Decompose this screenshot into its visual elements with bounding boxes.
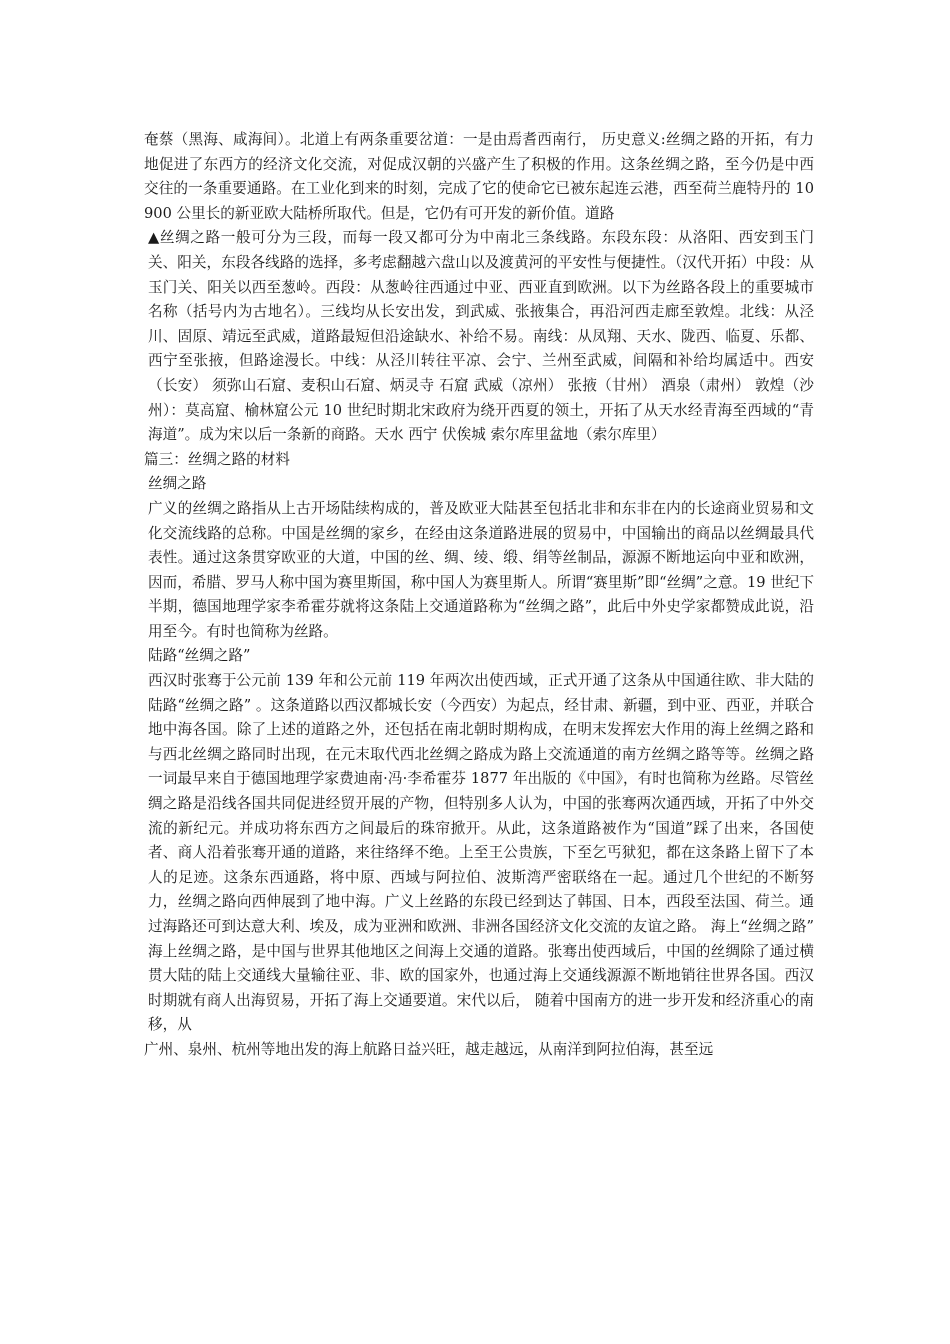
paragraph-land-silk-road: 西汉时张骞于公元前 139 年和公元前 119 年两次出使西域，正式开通了这条从中国通往欧、非大陆的陆路“丝绸之路” 。这条道路以西汉都城长安（今西安）为起点，经甘肃、新疆，到中亚、西亚，并联合地中海各国。除了上述的道路之外，还包括在南北朝时期构成，在明末发挥宏大作用的海上丝绸之路和与西北丝绸之路同时出现，在元末取代西北丝绸之路成为路上交流通道的南方丝绸之路等等。丝绸之路一词最早来自于德国地理学家费迪南·冯·李希霍芬 1877 年出版的《中国》，有时也简称为丝路。尽管丝绸之路是沿线各国共同促进经贸开展的产物，但特别多人认为，中国的张骞两次通西域，开拓了中外交流的新纪元。并成功将东西方之间最后的珠帘掀开。从此，这条道路被作为“国道”踩了出来，各国使者、商人沿着张骞开通的道路，来往络绎不绝。上至王公贵族，下至乞丐狱犯，都在这条路上留下了本人的足迹。这条东西通路，将中原、西域与阿拉伯、波斯湾严密联络在一起。通过几个世纪的不断努力，丝绸之路向西伸展到了地中海。广义上丝路的东段已经到达了韩国、日本，西段至法国、荷兰。通过海路还可到达意大利、埃及，成为亚洲和欧洲、非洲各国经济文化交流的友谊之路。 海上“丝绸之路” 海上丝绸之路，是中国与世界其他地区之间海上交通的道路。张骞出使西域后，中国的丝绸除了通过横贯大陆的陆上交通线大量输往亚、非、欧的国家外，也通过海上交通线源源不断地销往世界各国。西汉时期就有商人出海贸易，开拓了海上交通要道。宋代以后， 随着中国南方的进一步开发和经济重心的南移，从 (148, 672, 814, 1034)
document-body (144, 128, 814, 1063)
paragraph-north-road-significance: 奄蔡（黑海、咸海间）。北道上有两条重要岔道：一是由焉耆西南行， 历史意义:丝绸之路的开拓，有力地促进了东西方的经济文化交流，对促成汉朝的兴盛产生了积极的作用。这条丝绸之路，至今仍是中西交往的一条重要通路。在工业化到来的时刻，完成了它的使命它已被东起连云港，西至荷兰鹿特丹的 10900 公里长的新亚欧大陆桥所取代。但是，它仍有可开发的新价值。道路 (144, 131, 814, 222)
subheading-silk-road: 丝绸之路 (148, 475, 207, 493)
paragraph-route-sections: ▲丝绸之路一般可分为三段，而每一段又都可分为中南北三条线路。东段东段：从洛阳、西安到玉门关、阳关，东段各线路的选择，多考虑翻越六盘山以及渡黄河的平安性与便捷性。（汉代开拓）中段：从玉门关、阳关以西至葱岭。西段：从葱岭往西通过中亚、西亚直到欧洲。以下为丝路各段上的重要城市名称（括号内为古地名）。三线均从长安出发，到武威、张掖集合，再沿河西走廊至敦煌。北线：从泾川、固原、靖远至武威，道路最短但沿途缺水、补给不易。南线：从凤翔、天水、陇西、临夏、乐都、西宁至张掖，但路途漫长。中线：从泾川转往平凉、会宁、兰州至武威，间隔和补给均属适中。西安（长安） 须弥山石窟、麦积山石窟、炳灵寺 石窟 武威（凉州） 张掖（甘州） 酒泉（肃州） 敦煌（沙州）：莫高窟、榆林窟公元 10 世纪时期北宋政府为绕开西夏的领土，开拓了从天水经青海至西域的“青海道”。成为宋以后一条新的商路。天水 西宁 伏俟城 索尔库里盆地（索尔库里） (148, 229, 814, 444)
section-heading: 篇三：丝绸之路的材料 (144, 450, 290, 468)
paragraph-silk-road-definition: 广义的丝绸之路指从上古开场陆续构成的，普及欧亚大陆甚至包括北非和东非在内的长途商业贸易和文化交流线路的总称。中国是丝绸的家乡，在经由这条道路进展的贸易中，中国输出的商品以丝绸最具代表性。通过这条贯穿欧亚的大道，中国的丝、绸、绫、缎、绢等丝制品，源源不断地运向中亚和欧洲，因而，希腊、罗马人称中国为赛里斯国，称中国人为赛里斯人。所谓“赛里斯”即“丝绸”之意。19 世纪下半期，德国地理学家李希霍芬就将这条陆上交通道路称为“丝绸之路”，此后中外史学家都赞成此说，沿用至今。有时也简称为丝路。 (148, 499, 814, 640)
paragraph-maritime-continuation: 广州、泉州、杭州等地出发的海上航路日益兴旺，越走越远，从南洋到阿拉伯海，甚至远 (144, 1040, 714, 1058)
subheading-land-silk-road: 陆路“丝绸之路” (148, 647, 251, 665)
